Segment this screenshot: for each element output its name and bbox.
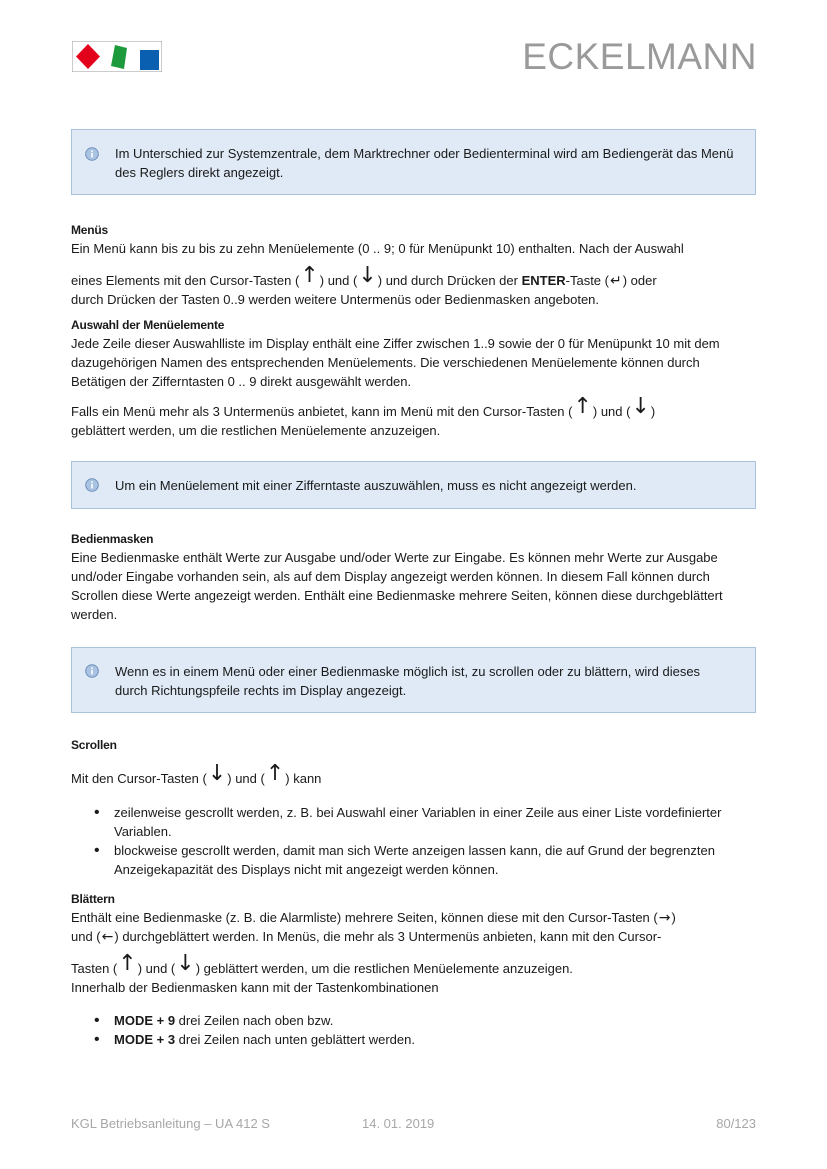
arrow-right-icon: →: [658, 910, 671, 926]
info-note: [71, 129, 756, 195]
section-blaettern: [71, 891, 756, 1049]
footer-title: KGL Betriebsanleitung – UA 412 S: [71, 1116, 270, 1131]
arrow-left-icon: ←: [101, 929, 114, 945]
info-icon: [85, 478, 99, 492]
section-heading: Blättern: [71, 892, 115, 906]
paragraph: Eine Bedienmaske enthält Werte zur Ausgabe und/oder Werte zur Eingabe. Es können mehr Werte zur Ausgabe und/oder Eingabe vorhanden sein, als auf dem Display angezeigt werden können. In diesem Fall können durch Scrollen diese Werte angezeigt werden. Enthält eine Bedienmaske mehrere Seiten, können diese durchgeblättert werden.: [71, 550, 723, 622]
key-combination: MODE + 9: [114, 1013, 176, 1028]
page-content: [71, 129, 756, 1049]
section-heading: Auswahl der Menüelemente: [71, 318, 225, 332]
enter-key-icon: ↵: [609, 273, 622, 289]
arrow-up-icon: ↑: [265, 761, 285, 786]
list-item: • MODE + 9 drei Zeilen nach oben bzw.: [94, 1012, 334, 1029]
bullet-list: [71, 803, 756, 879]
paragraph: Jede Zeile dieser Auswahlliste im Display enthält eine Ziffer zwischen 1..9 sowie der 0 für Menüpunkt 10 mit dem dazugehörigen Namen des entsprechenden Menüelements. Die verschiedenen Menüelemente können durch Betätigen der Zifferntasten 0 .. 9 direkt ausgewählt werden.: [71, 336, 720, 389]
section-menus: [71, 222, 756, 309]
bullet-icon: •: [94, 1012, 100, 1029]
info-icon: [85, 664, 99, 678]
section-heading: Scrollen: [71, 738, 117, 752]
eckelmann-logo-mark: [72, 41, 162, 72]
list-item: • blockweise gescrollt werden, damit man sich Werte anzeigen lassen kann, die auf Grund der begrenzten Anzeigekapazität des Displays nicht mit angezeigt werden können.: [94, 842, 715, 877]
enter-key-label: ENTER: [521, 273, 566, 288]
arrow-up-icon: ↑: [118, 951, 137, 976]
paragraph: Enthält eine Bedienmaske (z. B. die Alarmliste) mehrere Seiten, können diese mit den Cursor-Tasten (→): [71, 910, 676, 926]
paragraph: und (←) durchgeblättert werden. In Menüs, die mehr als 3 Untermenüs anbieten, kann mit den Cursor-: [71, 929, 662, 945]
bullet-icon: •: [94, 1031, 100, 1048]
bullet-icon: •: [94, 804, 100, 821]
info-note: [71, 461, 756, 509]
info-icon: [85, 147, 99, 161]
section-auswahl: [71, 317, 756, 440]
arrow-down-icon: ↓: [176, 951, 195, 976]
arrow-down-icon: ↓: [358, 263, 377, 288]
paragraph: Ein Menü kann bis zu bis zu zehn Menüelemente (0 .. 9; 0 für Menüpunkt 10) enthalten. Nach der Auswahl: [71, 241, 684, 256]
paragraph: geblättert werden, um die restlichen Menüelemente anzuzeigen.: [71, 423, 441, 438]
arrow-down-icon: ↓: [207, 761, 227, 786]
section-heading: Bedienmasken: [71, 532, 154, 546]
paragraph: Tasten (↑) und (↓) geblättert werden, um die restlichen Menüelemente anzuzeigen.: [71, 951, 573, 976]
key-combination: MODE + 3: [114, 1032, 176, 1047]
brand-name: ECKELMANN: [522, 36, 757, 77]
section-bedienmasken: [71, 531, 756, 624]
footer-date: 14. 01. 2019: [362, 1116, 435, 1131]
section-scrollen: [71, 737, 756, 879]
arrow-up-icon: ↑: [300, 263, 319, 288]
footer-page-number: 80/123: [716, 1116, 756, 1131]
list-item: • MODE + 3 drei Zeilen nach unten geblättert werden.: [94, 1031, 415, 1048]
arrow-down-icon: ↓: [631, 394, 650, 419]
list-item: • zeilenweise gescrollt werden, z. B. bei Auswahl einer Variablen in einer Zeile aus einer Liste vordefinierter Variablen.: [94, 804, 722, 839]
info-note-text: Wenn es in einem Menü oder einer Bedienmaske möglich ist, zu scrollen oder zu blättern, wird dieses durch Richtungspfeile rechts im Display angezeigt.: [115, 664, 701, 698]
info-note-text: Um ein Menüelement mit einer Zifferntaste auszuwählen, muss es nicht angezeigt werden.: [115, 478, 637, 493]
arrow-up-icon: ↑: [573, 394, 592, 419]
info-note: [71, 647, 756, 713]
paragraph: durch Drücken der Tasten 0..9 werden weitere Untermenüs oder Bedienmasken angeboten.: [71, 292, 600, 307]
paragraph: eines Elements mit den Cursor-Tasten (↑) und (↓) und durch Drücken der ENTER-Taste (↵) oder: [71, 263, 657, 289]
info-note-text: Im Unterschied zur Systemzentrale, dem Marktrechner oder Bedienterminal wird am Bediengerät das Menü des Reglers direkt angezeigt.: [115, 146, 734, 180]
paragraph: Mit den Cursor-Tasten (↓) und (↑) kann: [71, 761, 322, 786]
bullet-icon: •: [94, 842, 100, 859]
section-heading: Menüs: [71, 223, 109, 237]
paragraph: Innerhalb der Bedienmasken kann mit der Tastenkombinationen: [71, 980, 439, 995]
bullet-list: [71, 1011, 756, 1049]
paragraph: Falls ein Menü mehr als 3 Untermenüs anbietet, kann im Menü mit den Cursor-Tasten (↑) und (↓): [71, 394, 656, 419]
